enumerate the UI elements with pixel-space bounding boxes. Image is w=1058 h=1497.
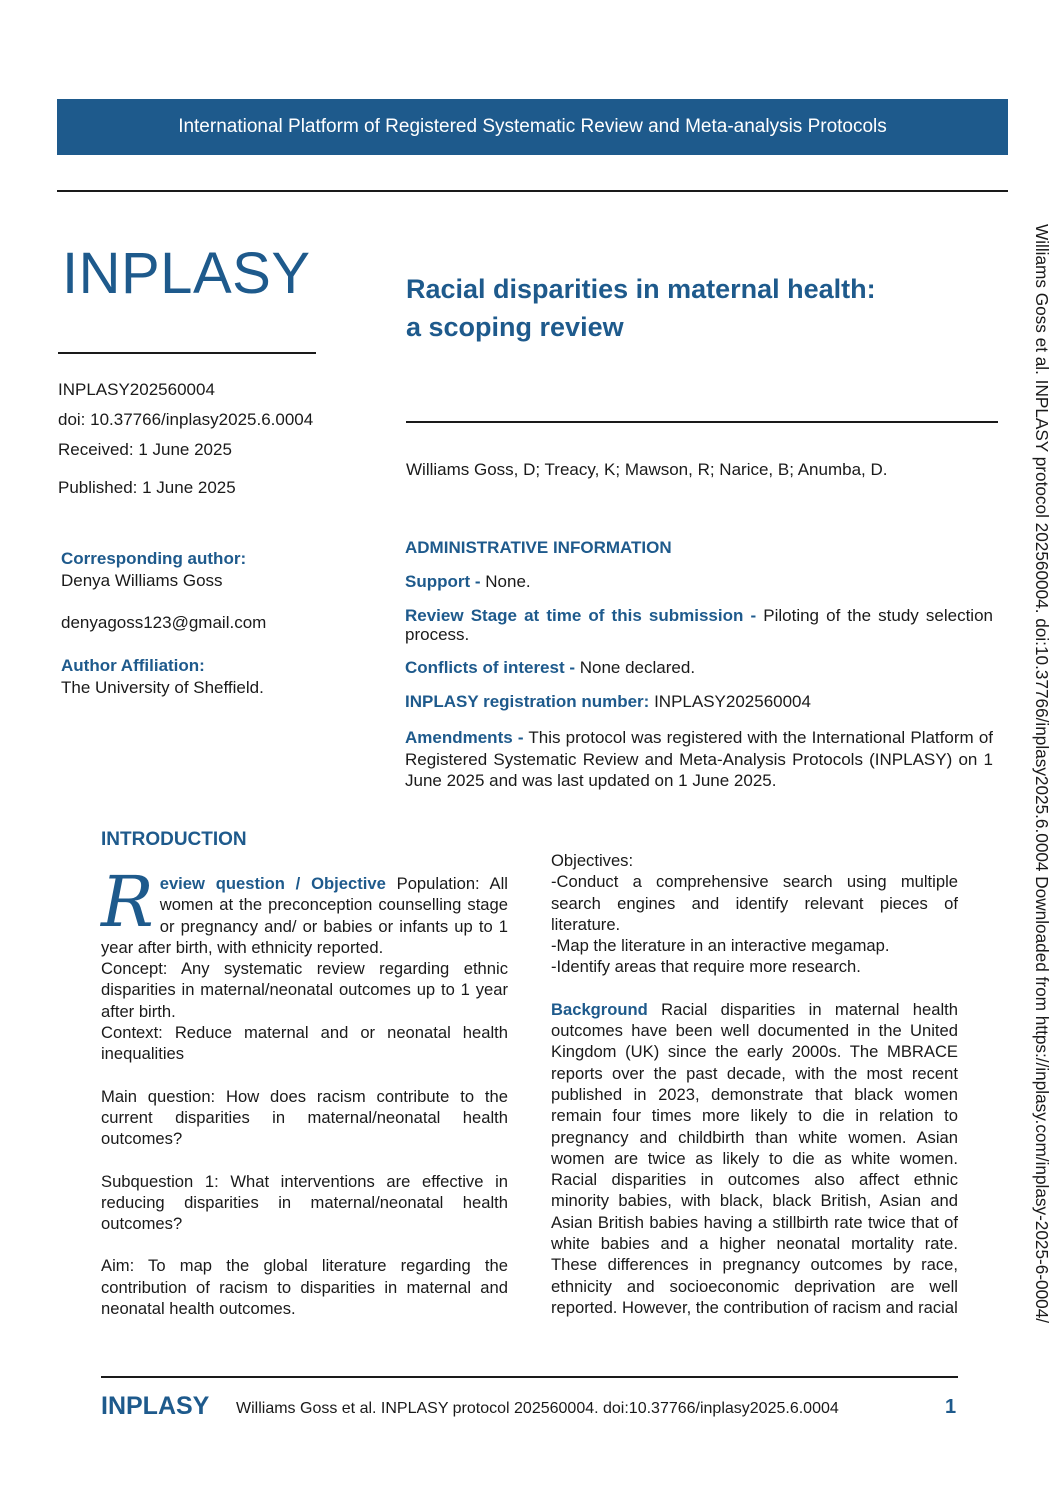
objective-item-1: -Conduct a comprehensive search using multiple search engines and identify relevant pieces of literature. xyxy=(551,872,958,934)
context-text: Context: Reduce maternal and or neonatal health inequalities xyxy=(101,1023,508,1064)
admin-amendments xyxy=(405,727,993,792)
author-affiliation xyxy=(61,655,361,699)
main-question-text: Main question: How does racism contribute to the current disparities in maternal/neonatal health outcomes? xyxy=(101,1086,508,1149)
objectives-heading: Objectives: xyxy=(551,851,634,870)
aim-text: Aim: To map the global literature regarding the contribution of racism to disparities in maternal and neonatal health outcomes. xyxy=(101,1256,508,1319)
footer-citation: Williams Goss et al. INPLASY protocol 202560004. doi:10.37766/inplasy2025.6.0004 xyxy=(236,1400,839,1417)
title-line-2: a scoping review xyxy=(406,312,624,342)
footer-logo: INPLASY xyxy=(101,1392,210,1420)
corresponding-author-name: Denya Williams Goss xyxy=(61,571,223,590)
review-stage-value: Piloting of the study selection process. xyxy=(405,606,993,644)
support-label: Support - xyxy=(405,572,481,591)
right-column xyxy=(551,850,958,1318)
amendments-label: Amendments - xyxy=(405,728,524,747)
affiliation-value: The University of Sheffield. xyxy=(61,678,264,697)
affiliation-label: Author Affiliation: xyxy=(61,656,205,675)
header-divider xyxy=(57,190,1008,192)
doi[interactable]: doi: 10.37766/inplasy2025.6.0004 xyxy=(58,410,314,429)
paper-title xyxy=(406,270,996,346)
population-text: Population: All women at the preconception counselling stage or pregnancy and/ or babies or infants up to 1 year after birth, with ethnicity reported. xyxy=(101,874,508,957)
background-paragraph xyxy=(551,999,958,1318)
footer-divider xyxy=(101,1376,958,1378)
title-line-1: Racial disparities in maternal health: xyxy=(406,274,876,304)
side-citation: Williams Goss et al. INPLASY protocol 202560004. doi:10.37766/inplasy2025.6.0004 Downloaded from https://inplasy.com/inplasy-2025-6-0004/ xyxy=(1032,224,1052,1324)
admin-heading-text: ADMINISTRATIVE INFORMATION xyxy=(405,538,672,557)
corresponding-author xyxy=(61,548,361,592)
admin-review-stage xyxy=(405,606,993,644)
review-question-paragraph xyxy=(101,861,508,958)
received-date: Received: 1 June 2025 xyxy=(58,440,232,459)
published-date: Published: 1 June 2025 xyxy=(58,478,236,497)
registration-label: INPLASY registration number: xyxy=(405,692,650,711)
background-label: Background xyxy=(551,999,648,1019)
author-list: Williams Goss, D; Treacy, K; Mawson, R; Narice, B; Anumba, D. xyxy=(406,460,888,479)
admin-registration xyxy=(405,692,993,711)
corresponding-author-label: Corresponding author: xyxy=(61,549,247,568)
subquestion-text: Subquestion 1: What interventions are effective in reducing disparities in maternal/neonatal health outcomes? xyxy=(101,1171,508,1234)
concept-text: Concept: Any systematic review regarding ethnic disparities in maternal/neonatal outcomes up to 1 year after birth. xyxy=(101,959,508,1021)
drop-cap: R xyxy=(101,861,154,943)
protocol-id: INPLASY202560004 xyxy=(58,380,215,399)
objective-item-2: -Map the literature in an interactive megamap. xyxy=(551,936,890,956)
review-stage-label: Review Stage at time of this submission - xyxy=(405,606,757,625)
inplasy-logo: INPLASY xyxy=(62,241,311,306)
admin-support xyxy=(405,572,993,591)
corresponding-email[interactable]: denyagoss123@gmail.com xyxy=(61,613,267,632)
title-underline xyxy=(406,421,998,423)
support-value: None. xyxy=(480,572,531,591)
logo-underline xyxy=(58,352,316,354)
admin-heading xyxy=(405,538,993,557)
admin-conflicts xyxy=(405,658,993,677)
page-number: 1 xyxy=(945,1396,957,1418)
introduction-heading: INTRODUCTION xyxy=(101,829,247,850)
platform-banner: International Platform of Registered Systematic Review and Meta-analysis Protocols xyxy=(57,99,1008,155)
amendments-value: This protocol was registered with the International Platform of Registered Systematic Review and Meta-Analysis Protocols (INPLASY) on 1 June 2025 and was last updated on 1 June 2025. xyxy=(405,728,993,790)
background-text: Racial disparities in maternal health outcomes have been well documented in the United Kingdom (UK) since the early 2000s. The MBRACE reports over the past decade, with the most recent published in 2023, demonstrate that black women remain four times more likely to die in relation to pregnancy and childbirth than white women. Asian women are twice as likely to die as white women. Racial disparities in outcomes also affect ethnic minority babies, with black, black British, Asian and Asian British babies having a stillbirth rate twice that of white babies and a higher neonatal mortality rate. These differences in pregnancy outcomes by race, ethnicity and socioeconomic deprivation are well reported. However, the contribution of racism and racial xyxy=(551,999,958,1317)
review-question-label: eview question / Objective xyxy=(159,874,386,893)
conflicts-label: Conflicts of interest - xyxy=(405,658,576,677)
objective-item-3: -Identify areas that require more research. xyxy=(551,957,861,977)
conflicts-value: None declared. xyxy=(575,658,696,677)
left-column xyxy=(101,861,508,1319)
registration-value: INPLASY202560004 xyxy=(649,692,811,711)
